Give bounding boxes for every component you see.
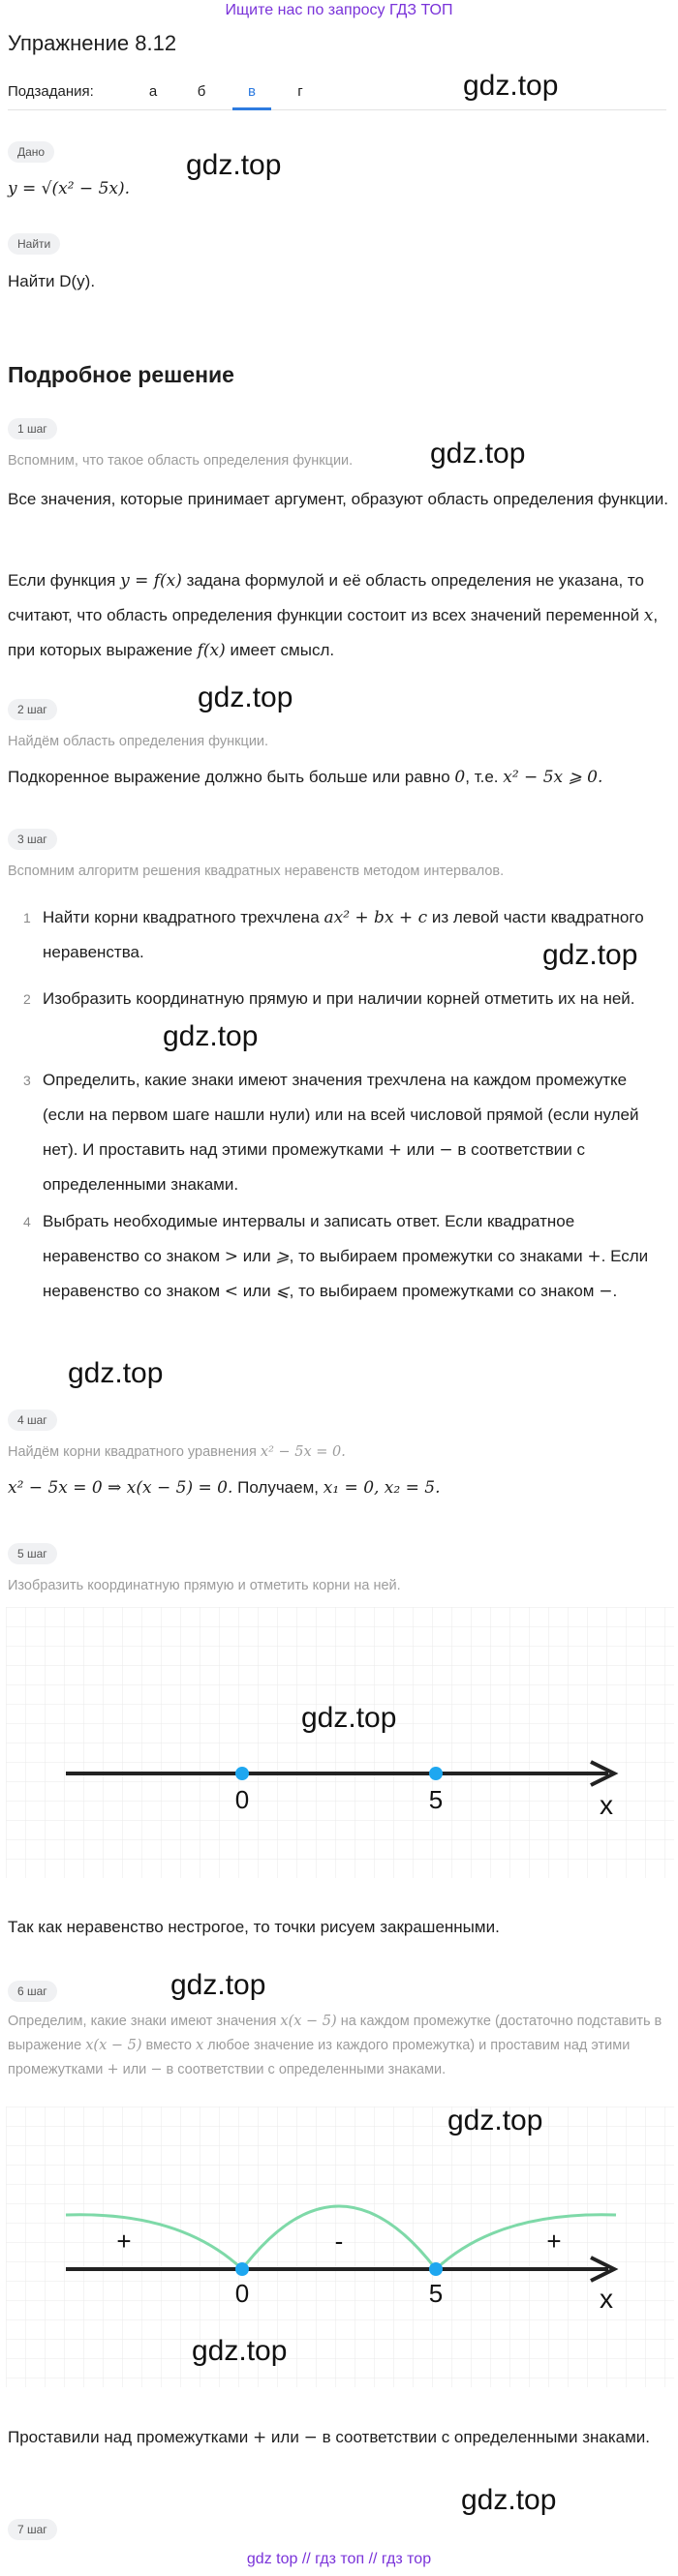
grid-background <box>6 1607 674 1878</box>
text-span: , при которых выражение <box>8 606 659 659</box>
math-span: x² − 5x ⩾ 0. <box>503 768 603 787</box>
find-pill: Найти <box>8 233 60 255</box>
math-span: f(x) <box>197 641 226 660</box>
text-span: в соответствии с определенными знаками. <box>43 1140 586 1194</box>
list-item-text <box>43 1204 670 1309</box>
math-span: > <box>224 1247 238 1266</box>
text-span: Получаем, <box>237 1478 319 1497</box>
step-hint <box>8 1440 670 1465</box>
step-paragraph <box>8 1471 670 1504</box>
math-span: x² − 5x = 0 ⇒ x(x − 5) = 0. <box>8 1478 233 1498</box>
math-span: + <box>387 1140 402 1160</box>
step-pill: 3 шаг <box>8 829 57 850</box>
bottom-link[interactable]: гдз тор <box>381 2551 432 2567</box>
link-separator: // <box>301 2551 311 2567</box>
text-span: . Если неравенство со знаком <box>43 1247 649 1300</box>
text-span: , т.е. <box>465 768 499 786</box>
math-span: − <box>303 2428 318 2447</box>
math-span: x(x − 5) <box>280 2014 337 2029</box>
text-span: , то выбираем промежутками со знаком <box>289 1282 595 1300</box>
tick-label-0: 0 <box>234 2279 250 2308</box>
math-span: + <box>252 2428 267 2447</box>
step-paragraph <box>8 761 670 794</box>
text-span: или <box>270 2428 299 2446</box>
step-paragraph: Все значения, которые принимает аргумент, образуют область определения функции. <box>8 490 668 508</box>
math-span: x² − 5x = 0. <box>260 1444 346 1460</box>
math-span: 0 <box>454 768 466 787</box>
step-hint <box>8 2010 670 2082</box>
list-item-text <box>43 982 670 1016</box>
axis-variable: x <box>600 1790 613 1820</box>
subtasks-bar <box>8 81 666 110</box>
text-span: из левой части квадратного неравенства. <box>43 908 644 961</box>
number-line-svg <box>6 1607 674 1878</box>
math-span: y = f(x) <box>120 571 182 591</box>
bottom-links <box>0 2551 678 2568</box>
watermark: gdz.top <box>186 149 282 181</box>
step-pill: 2 шаг <box>8 699 57 720</box>
watermark: gdz.top <box>68 1357 164 1389</box>
watermark: gdz.top <box>461 2484 557 2516</box>
solution-title: Подробное решение <box>8 362 234 387</box>
tab-b[interactable]: б <box>197 83 206 100</box>
find-text: Найти D(y). <box>8 272 96 290</box>
watermark: gdz.top <box>447 2106 543 2137</box>
text-span: Определить, какие знаки имеют значения трехчлена на каждом промежутке (если на первом шаге нашли нули) или на всей числовой прямой (если нулей нет). И проставить над этими промежутками <box>43 1071 639 1159</box>
root-point-5 <box>429 1767 443 1780</box>
list-number: 1 <box>23 910 31 925</box>
sign-label-left: + <box>116 2227 132 2256</box>
step-pill: 1 шаг <box>8 418 57 439</box>
step-hint: Вспомним алгоритм решения квадратных неравенств методом интервалов. <box>8 864 505 879</box>
sign-line-figure <box>6 2106 674 2387</box>
given-pill: Дано <box>8 141 54 163</box>
axis-variable: x <box>600 2284 613 2314</box>
step-paragraph <box>8 2420 670 2455</box>
text-span: имеет смысл. <box>230 641 335 659</box>
watermark: gdz.top <box>542 939 638 971</box>
text-span: вместо <box>145 2038 192 2053</box>
tab-a[interactable]: а <box>148 83 158 100</box>
text-span: в соответствии с определенными знаками. <box>322 2428 651 2446</box>
tick-label-0: 0 <box>234 1785 250 1814</box>
text-span: Выбрать необходимые интервалы и записать ответ. Если квадратное неравенство со знаком <box>43 1212 575 1265</box>
tick-label-5: 5 <box>428 2279 444 2308</box>
text-span: или <box>242 1247 271 1265</box>
sign-label-right: + <box>546 2227 562 2256</box>
step-pill: 6 шаг <box>8 1981 57 2002</box>
step-hint: Изобразить координатную прямую и отметить корни на ней. <box>8 1578 401 1593</box>
math-span: x₁ = 0, x₂ = 5. <box>323 1478 441 1498</box>
watermark: gdz.top <box>198 682 293 713</box>
given-formula-text: y = √(x² − 5x). <box>8 179 131 198</box>
page-title: Упражнение 8.12 <box>8 31 177 55</box>
math-span: x(x − 5) <box>85 2038 142 2053</box>
tick-label-5: 5 <box>428 1785 444 1814</box>
watermark: gdz.top <box>163 1020 259 1052</box>
watermark: gdz.top <box>430 438 526 470</box>
text-span: , то выбираем промежутки со знаками <box>289 1247 583 1265</box>
link-separator: // <box>368 2551 378 2567</box>
math-span: − <box>439 1140 453 1160</box>
text-span: или <box>406 1140 435 1159</box>
text-span: или <box>122 2062 147 2077</box>
text-span: Определим, какие знаки имеют значения <box>8 2014 277 2029</box>
step-hint: Найдём область определения функции. <box>8 734 269 749</box>
list-item-text <box>43 1063 670 1202</box>
text-span: в соответствии с определенными знаками. <box>166 2062 447 2077</box>
math-span: ax² + bx + c <box>324 908 428 927</box>
number-line-figure <box>6 1607 674 1878</box>
step-paragraph <box>8 563 670 668</box>
math-span: + <box>587 1247 601 1266</box>
math-span: + <box>107 2062 119 2077</box>
math-span: − <box>150 2062 163 2077</box>
text-span: на каждом промежутке (достаточно подставить в выражение <box>8 2014 663 2053</box>
step-paragraph: Так как неравенство нестрогое, то точки рисуем закрашенными. <box>8 1918 500 1936</box>
text-span: любое значение из каждого промежутка) и проставим над этими промежутками <box>8 2038 631 2077</box>
math-span: − <box>599 1282 613 1301</box>
tab-v[interactable]: в <box>232 83 271 110</box>
text-span: Изобразить координатную прямую и при наличии корней отметить их на ней. <box>43 989 635 1008</box>
top-search-link[interactable]: Ищите нас по запросу ГДЗ ТОП <box>225 2 453 18</box>
sign-line-svg <box>6 2106 674 2387</box>
step-pill: 7 шаг <box>8 2519 57 2540</box>
root-point-0 <box>235 2262 249 2276</box>
bottom-link[interactable]: гдз топ <box>315 2551 365 2567</box>
tab-g[interactable]: г <box>297 83 303 100</box>
text-span: Если функция <box>8 571 116 590</box>
watermark: gdz.top <box>463 70 559 102</box>
root-point-0 <box>235 1767 249 1780</box>
math-span: ⩾ <box>275 1247 290 1266</box>
watermark: gdz.top <box>192 2335 288 2367</box>
list-number: 3 <box>23 1073 31 1088</box>
text-span: Подкоренное выражение должно быть больше или равно <box>8 768 450 786</box>
watermark: gdz.top <box>301 1702 397 1734</box>
text-span: Найдём корни квадратного уравнения <box>8 1444 257 1460</box>
root-point-5 <box>429 2262 443 2276</box>
text-span: или <box>242 1282 271 1300</box>
sign-label-middle: - <box>334 2227 344 2256</box>
text-span: Найти корни квадратного трехчлена <box>43 908 320 926</box>
step-pill: 5 шаг <box>8 1543 57 1564</box>
math-span: x <box>195 2038 204 2053</box>
subtasks-label: Подзадания: <box>8 83 94 100</box>
text-span: . <box>612 1282 618 1300</box>
list-number: 4 <box>23 1214 31 1229</box>
math-span: ⩽ <box>275 1282 290 1301</box>
text-span: Проставили над промежутками <box>8 2428 249 2446</box>
text-span: задана формулой и её область определения не указана, то считают, что область определения функции состоит из всех значений переменной <box>8 571 644 624</box>
given-formula <box>8 172 670 205</box>
math-span: x <box>643 606 654 625</box>
step-hint: Вспомним, что такое область определения функции. <box>8 453 354 469</box>
step-pill: 4 шаг <box>8 1409 57 1431</box>
watermark: gdz.top <box>170 1969 266 2001</box>
list-number: 2 <box>23 991 31 1007</box>
bottom-link[interactable]: gdz top <box>246 2551 298 2567</box>
math-span: < <box>224 1282 238 1301</box>
